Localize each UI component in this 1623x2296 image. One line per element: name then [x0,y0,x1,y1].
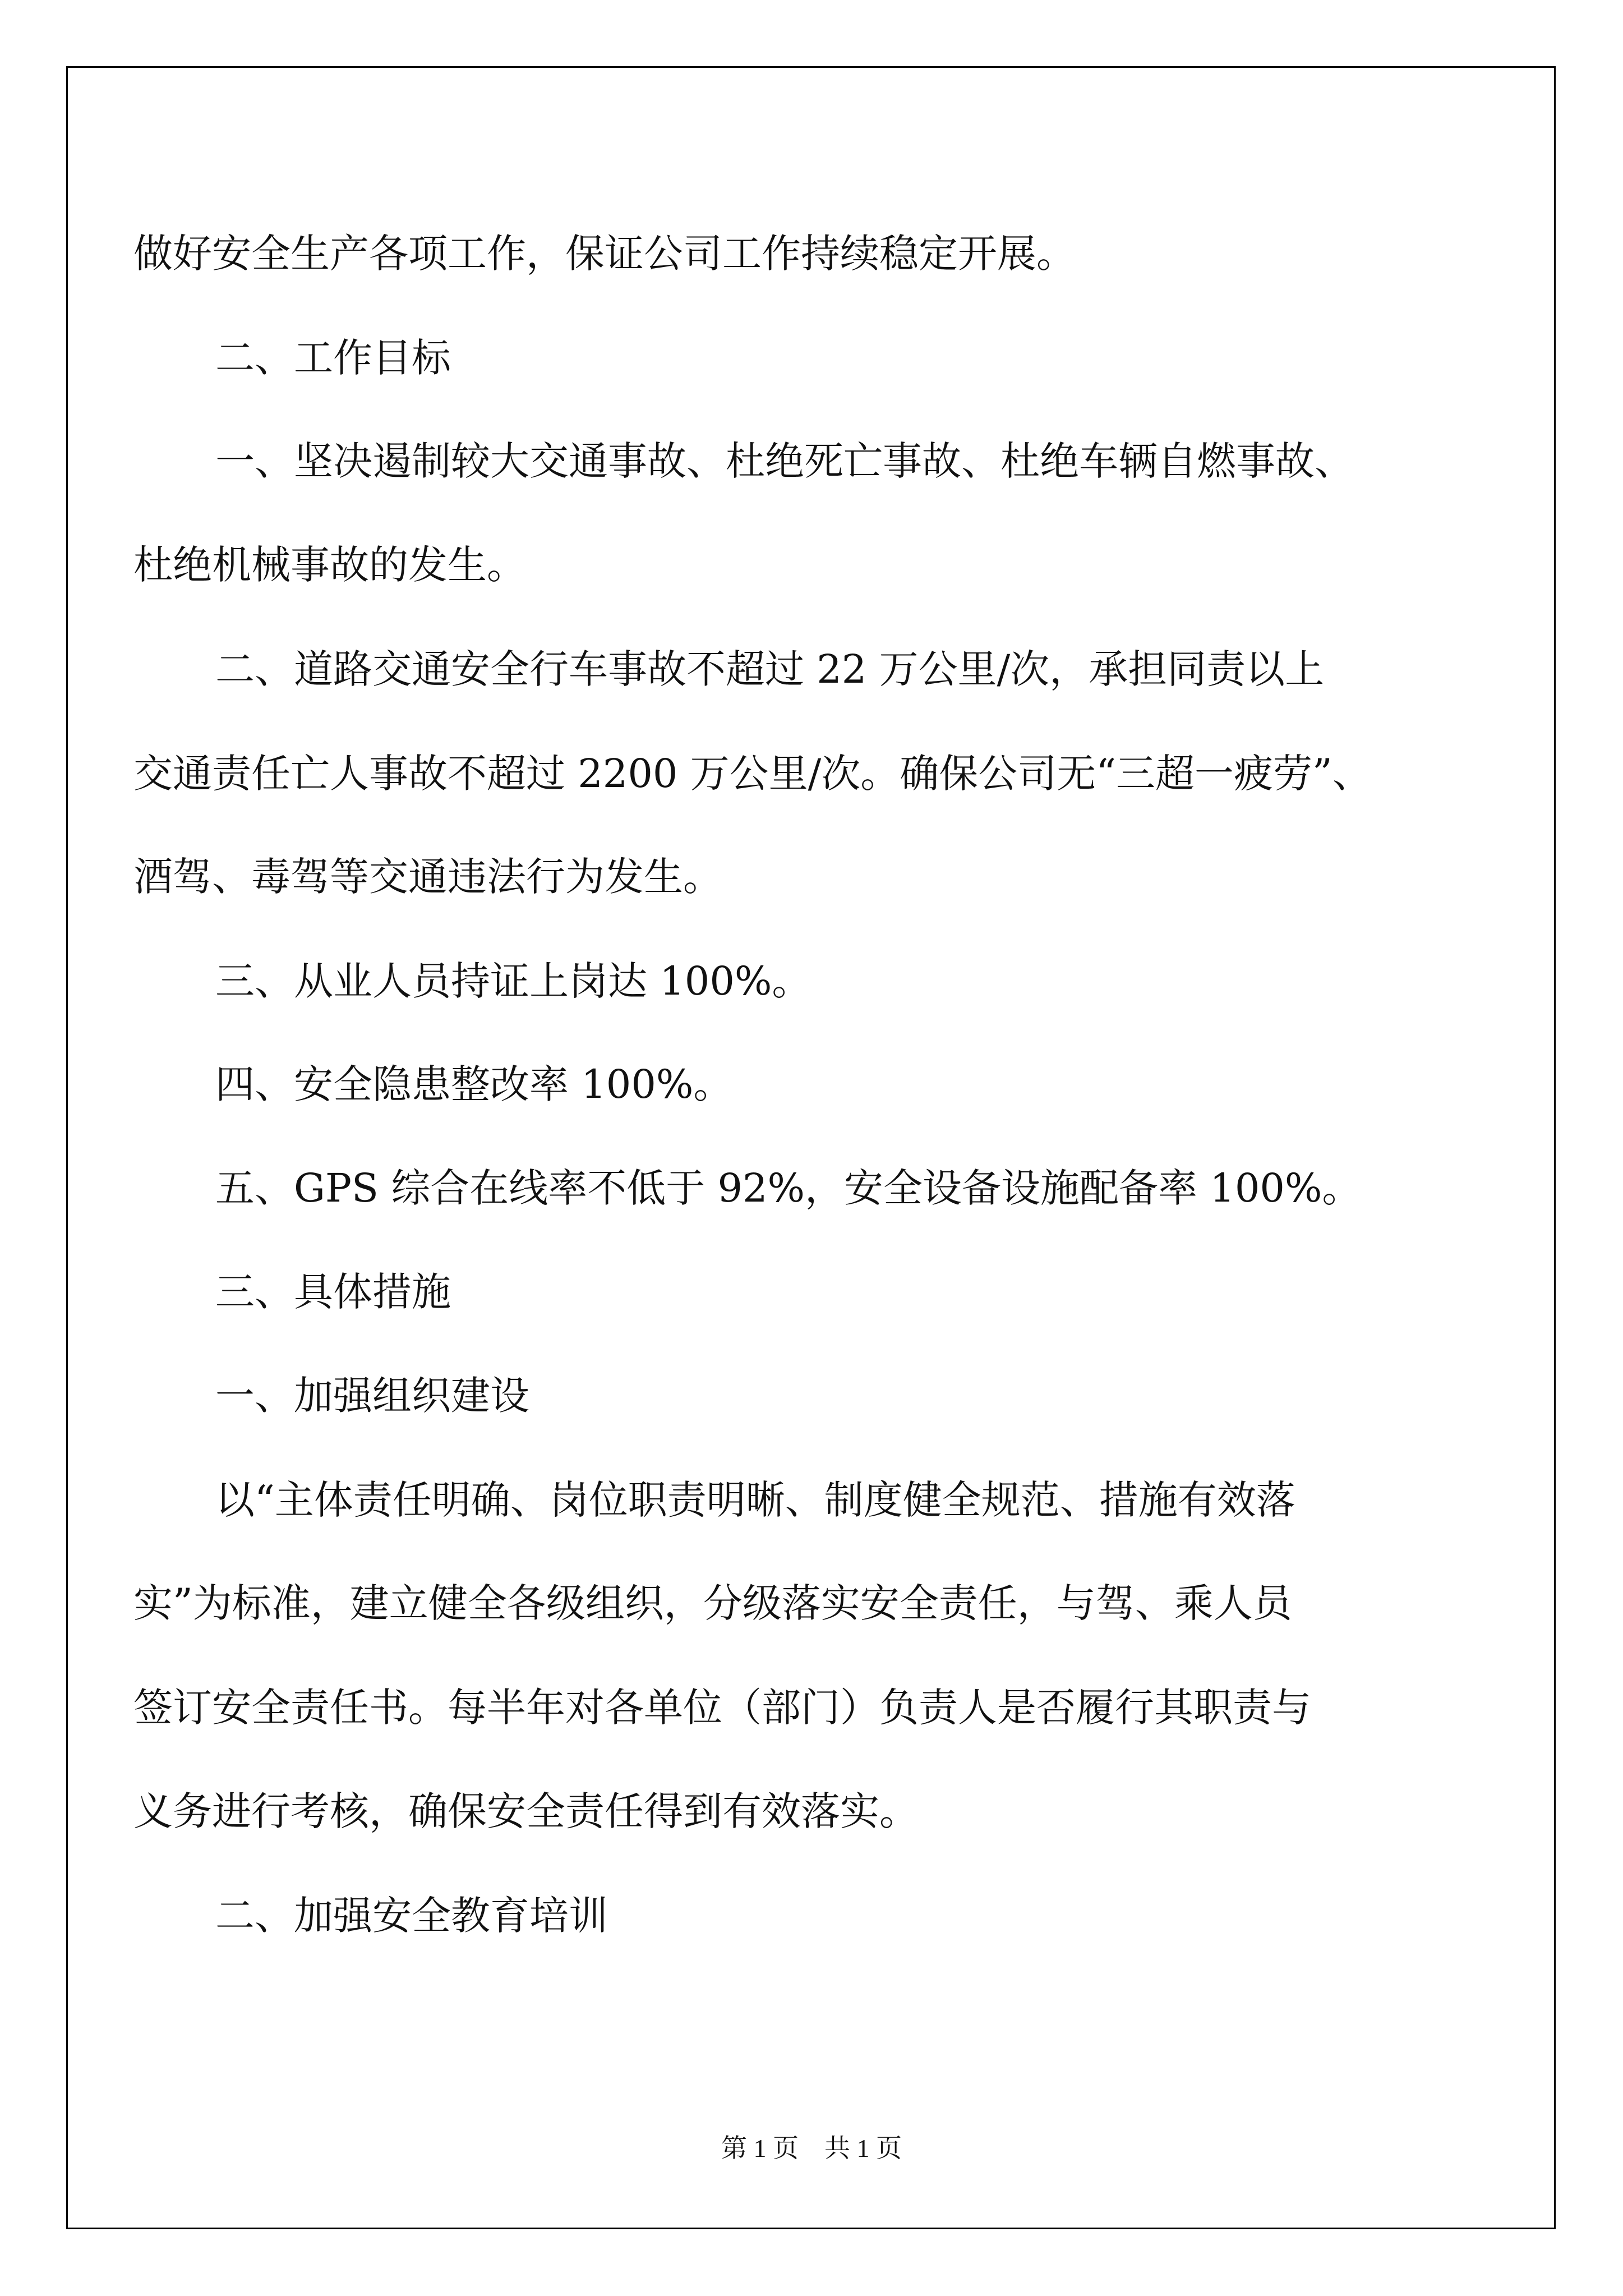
paragraph-line: 一、坚决遏制较大交通事故、杜绝死亡事故、杜绝车辆自燃事故、 [215,438,1354,484]
paragraph-line: 酒驾、毒驾等交通违法行为发生。 [133,854,722,900]
paragraph-line: 做好安全生产各项工作，保证公司工作持续稳定开展。 [133,231,1076,277]
paragraph-line: 四、安全隐患整改率 100%。 [215,1061,733,1107]
paragraph-line: 杜绝机械事故的发生。 [133,542,526,588]
section-heading: 二、工作目标 [215,335,451,381]
page-number-footer: 第 1 页 共 1 页 [721,2134,902,2162]
paragraph-line: 交通责任亡人事故不超过 2200 万公里/次。确保公司无“三超一疲劳”、 [133,751,1372,797]
paragraph-line: 实”为标准，建立健全各级组织，分级落实安全责任，与驾、乘人员 [133,1580,1292,1626]
paragraph-line: 二、道路交通安全行车事故不超过 22 万公里/次，承担同责以上 [215,646,1325,692]
sub-heading: 一、加强组织建设 [215,1373,529,1419]
section-heading: 三、具体措施 [215,1269,451,1315]
paragraph-line: 义务进行考核，确保安全责任得到有效落实。 [133,1788,919,1834]
sub-heading: 二、加强安全教育培训 [215,1893,608,1939]
paragraph-line: 以“主体责任明确、岗位职责明晰、制度健全规范、措施有效落 [215,1477,1295,1523]
paragraph-line: 三、从业人员持证上岗达 100%。 [215,958,811,1004]
paragraph-line: 五、GPS 综合在线率不低于 92%，安全设备设施配备率 100%。 [215,1165,1362,1211]
paragraph-line: 签订安全责任书。每半年对各单位（部门）负责人是否履行其职责与 [133,1685,1311,1731]
